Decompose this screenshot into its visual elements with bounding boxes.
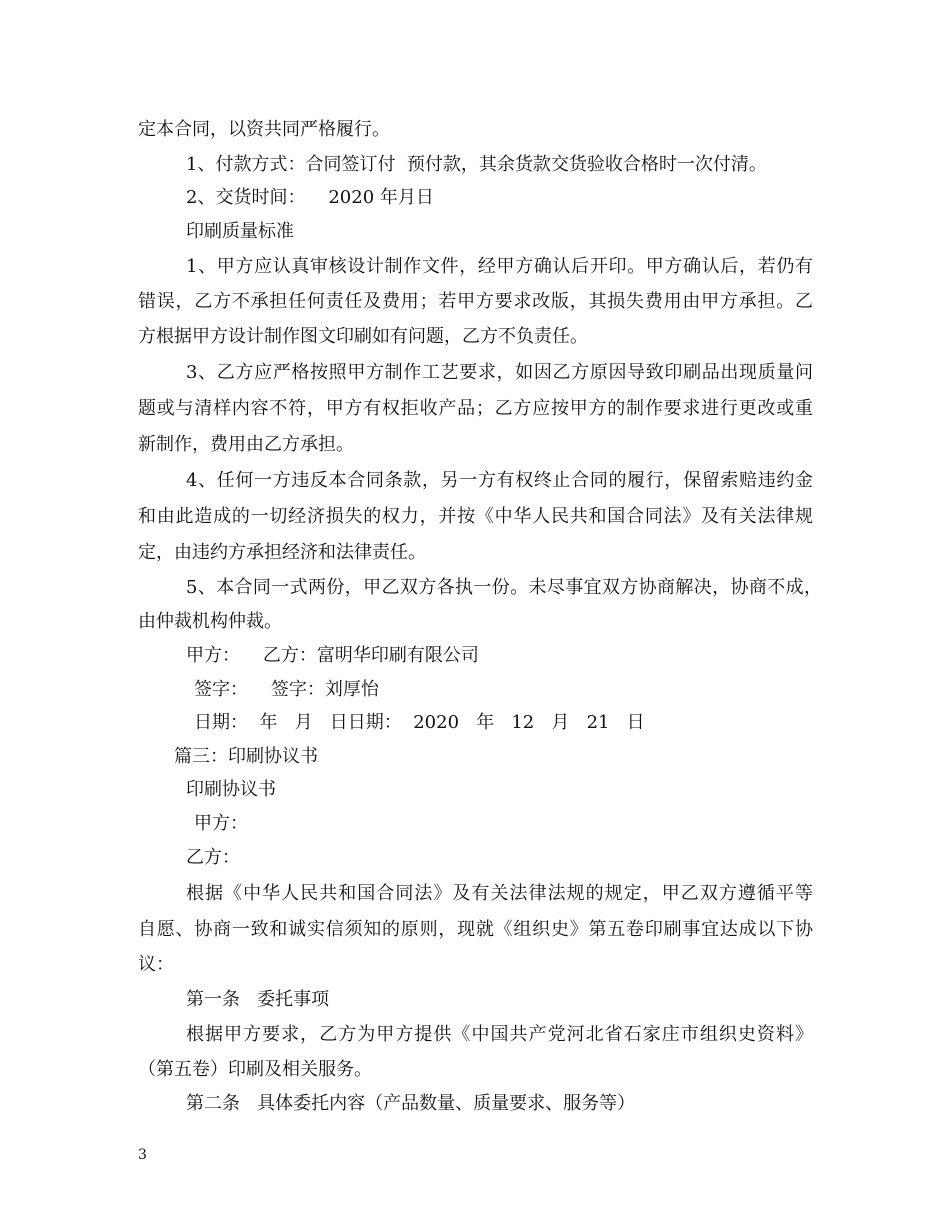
text-line: 和由此造成的一切经济损失的权力，并按《中华人民共和国合同法》及有关法律规 (138, 506, 813, 527)
text-line: 议： (138, 954, 174, 975)
section-heading: 印刷质量标准 (186, 221, 294, 242)
page-number: 3 (138, 1147, 147, 1163)
signature-date-line: 日期： 年 月 日日期： 2020 年 12 月 21 日 (194, 712, 645, 733)
text-line: 5、本合同一式两份，甲乙双方各执一份。未尽事宜双方协商解决，协商不成， (186, 577, 822, 598)
text-line: 方根据甲方设计制作图文印刷如有问题，乙方不负责任。 (138, 326, 588, 347)
signature-party-line: 甲方： 乙方：富明华印刷有限公司 (186, 645, 479, 666)
text-line: 自愿、协商一致和诚实信须知的原则，现就《组织史》第五卷印刷事宜达成以下协 (138, 919, 813, 940)
text-line: 1、付款方式：合同签订付 预付款，其余货款交货验收合格时一次付清。 (186, 154, 767, 175)
text-line: 题或与清样内容不符，甲方有权拒收产品；乙方应按甲方的制作要求进行更改或重 (138, 398, 813, 419)
text-line: （第五卷）印刷及相关服务。 (138, 1059, 372, 1080)
section-heading: 篇三：印刷协议书 (174, 746, 318, 767)
text-line: 根据甲方要求，乙方为甲方提供《中国共产党河北省石家庄市组织史资料》 (186, 1024, 813, 1045)
party-a-line: 甲方： (194, 813, 248, 834)
document-title: 印刷协议书 (186, 779, 276, 800)
text-line: 4、任何一方违反本合同条款，另一方有权终止合同的履行，保留索赔违约金 (186, 470, 813, 491)
party-b-line: 乙方： (186, 847, 240, 868)
text-line: 1、甲方应认真审核设计制作文件，经甲方确认后开印。甲方确认后，若仍有 (186, 256, 813, 277)
text-line: 3、乙方应严格按照甲方制作工艺要求，如因乙方原因导致印刷品出现质量问 (186, 362, 813, 383)
text-line: 定本合同，以资共同严格履行。 (138, 119, 390, 140)
signature-sign-line: 签字： 签字：刘厚怡 (194, 679, 379, 700)
text-line: 定，由违约方承担经济和法律责任。 (138, 542, 426, 563)
article-heading: 第二条 具体委托内容（产品数量、质量要求、服务等） (186, 1093, 636, 1114)
text-line: 由仲裁机构仲裁。 (138, 611, 282, 632)
article-heading: 第一条 委托事项 (186, 989, 330, 1010)
text-line: 根据《中华人民共和国合同法》及有关法律法规的规定，甲乙双方遵循平等 (186, 883, 813, 904)
text-line: 错误，乙方不承担任何责任及费用；若甲方要求改版，其损失费用由甲方承担。乙 (138, 291, 813, 312)
text-line: 新制作，费用由乙方承担。 (138, 434, 354, 455)
text-line: 2、交货时间： 2020 年月日 (186, 187, 434, 208)
